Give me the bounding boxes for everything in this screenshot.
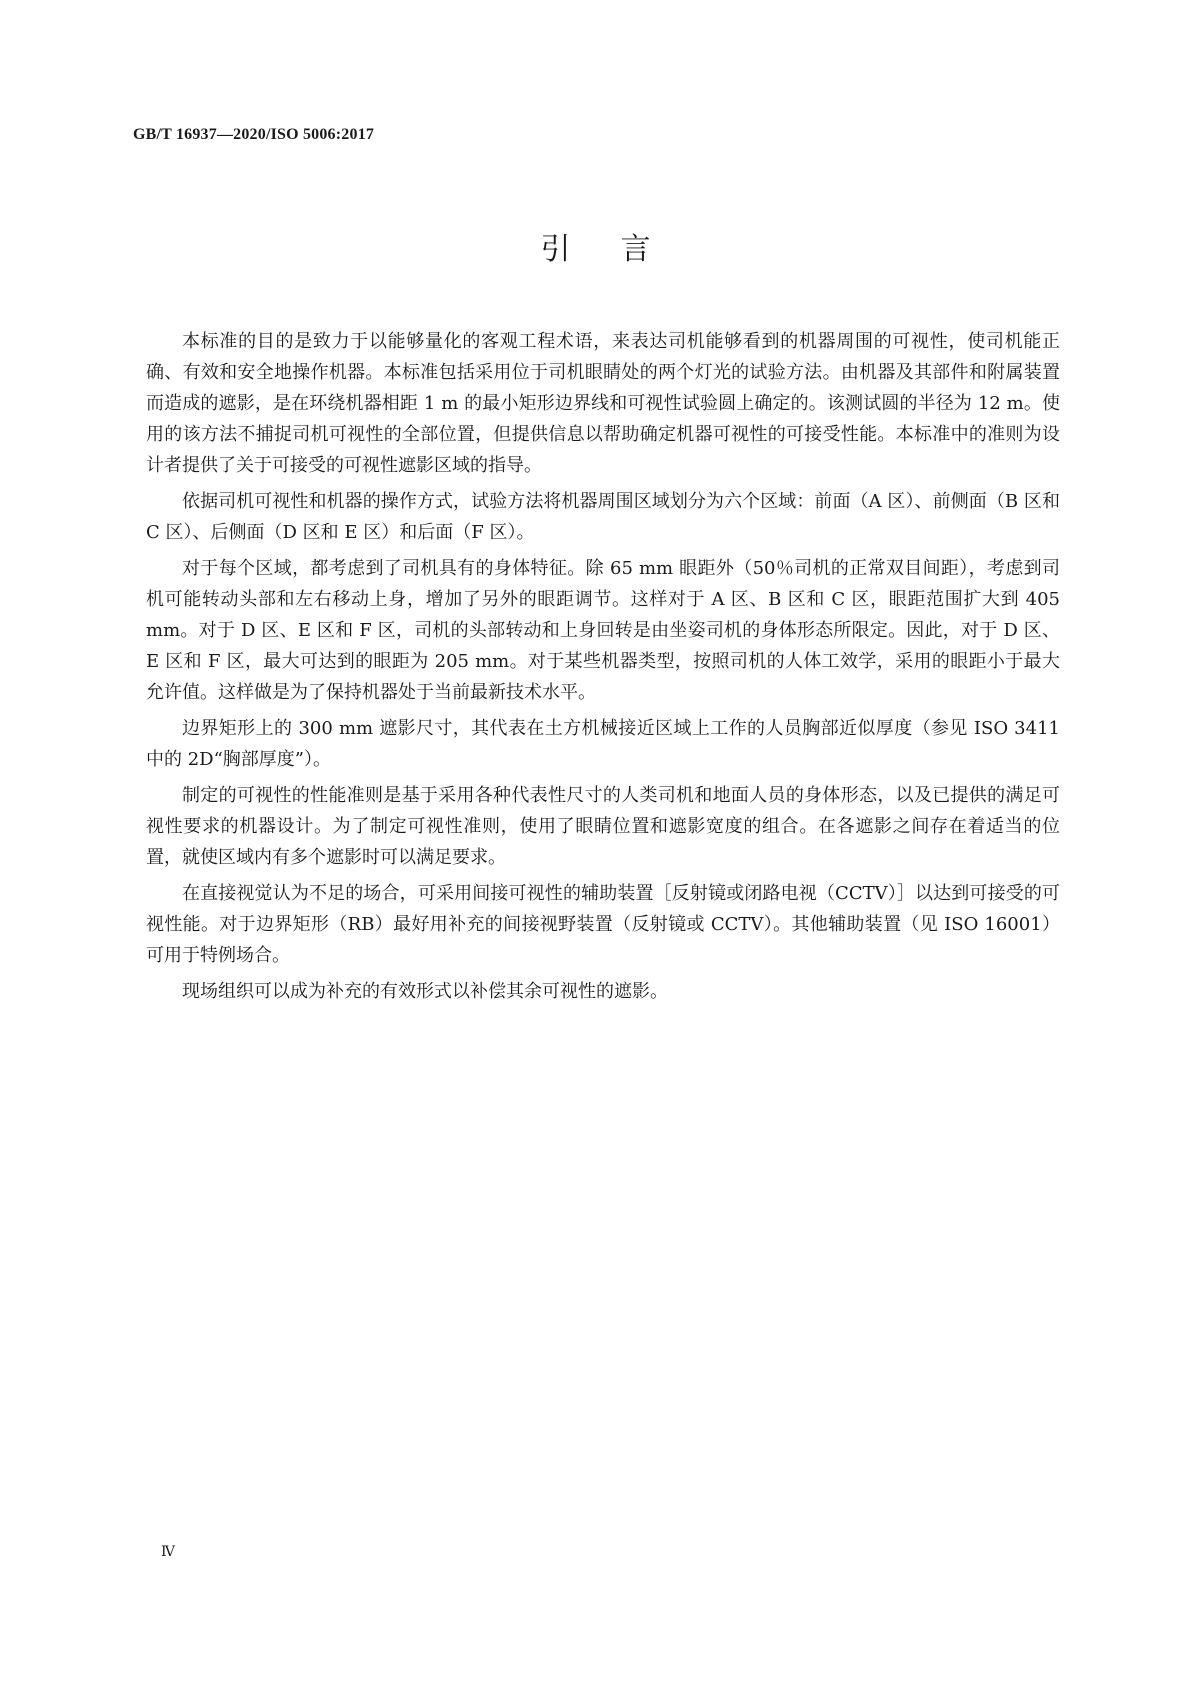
paragraph: 制定的可视性的性能准则是基于采用各种代表性尺寸的人类司机和地面人员的身体形态，以及已提供的满足可视性要求的机器设计。为了制定可视性准则，使用了眼睛位置和遮影宽度的组合。在各遮影之间存在着适当的位置，就使区域内有多个遮影时可以满足要求。 [146,785,1060,868]
paragraph: 对于每个区域，都考虑到了司机具有的身体特征。除 65 mm 眼距外（50％司机的正常双目间距），考虑到司机可能转动头部和左右移动上身，增加了另外的眼距调节。这样对于 A 区、B 区和 C 区，眼距范围扩大到 405 mm。对于 D 区、E 区和 F 区，司机的头部转动和上身回转是由坐姿司机的身体形态所限定。因此，对于 D 区、E 区和 F 区，最大可达到的眼距为 205 mm。对于某些机器类型，按照司机的人体工效学，采用的眼距小于最大允许值。这样做是为了保持机器处于当前最新技术水平。 [146,558,1060,703]
paragraph: 现场组织可以成为补充的有效形式以补偿其余可视性的遮影。 [182,981,668,1002]
paragraph: 依据司机可视性和机器的操作方式，试验方法将机器周围区域划分为六个区域：前面（A 区）、前侧面（B 区和 C 区）、后侧面（D 区和 E 区）和后面（F 区）。 [146,491,1060,543]
paragraph: 边界矩形上的 300 mm 遮影尺寸，其代表在土方机械接近区域上工作的人员胸部近似厚度（参见 ISO 3411 中的 2D“胸部厚度”）。 [146,718,1060,770]
standard-number-header [133,126,374,144]
paragraph: 本标准的目的是致力于以能够量化的客观工程术语，来表达司机能够看到的机器周围的可视性，使司机能正确、有效和安全地操作机器。本标准包括采用位于司机眼睛处的两个灯光的试验方法。由机器及其部件和附属装置而造成的遮影，是在环绕机器相距 1 m 的最小矩形边界线和可视性试验圆上确定的。该测试圆的半径为 12 m。使用的该方法不捕捉司机可视性的全部位置，但提供信息以帮助确定机器可视性的可接受性能。本标准中的准则为设计者提供了关于可接受的可视性遮影区域的指导。 [146,331,1060,476]
document-body [146,326,1060,1012]
paragraph: 在直接视觉认为不足的场合，可采用间接可视性的辅助装置［反射镜或闭路电视（CCTV）］以达到可接受的可视性能。对于边界矩形（RB）最好用补充的间接视野装置（反射镜或 CCTV）。其他辅助装置（见 ISO 16001）可用于特例场合。 [146,883,1060,966]
page-title: 引言 [540,232,701,267]
standard-number: GB/T 16937—2020/ISO 5006:2017 [133,126,375,143]
page-number: Ⅳ [161,1545,175,1560]
